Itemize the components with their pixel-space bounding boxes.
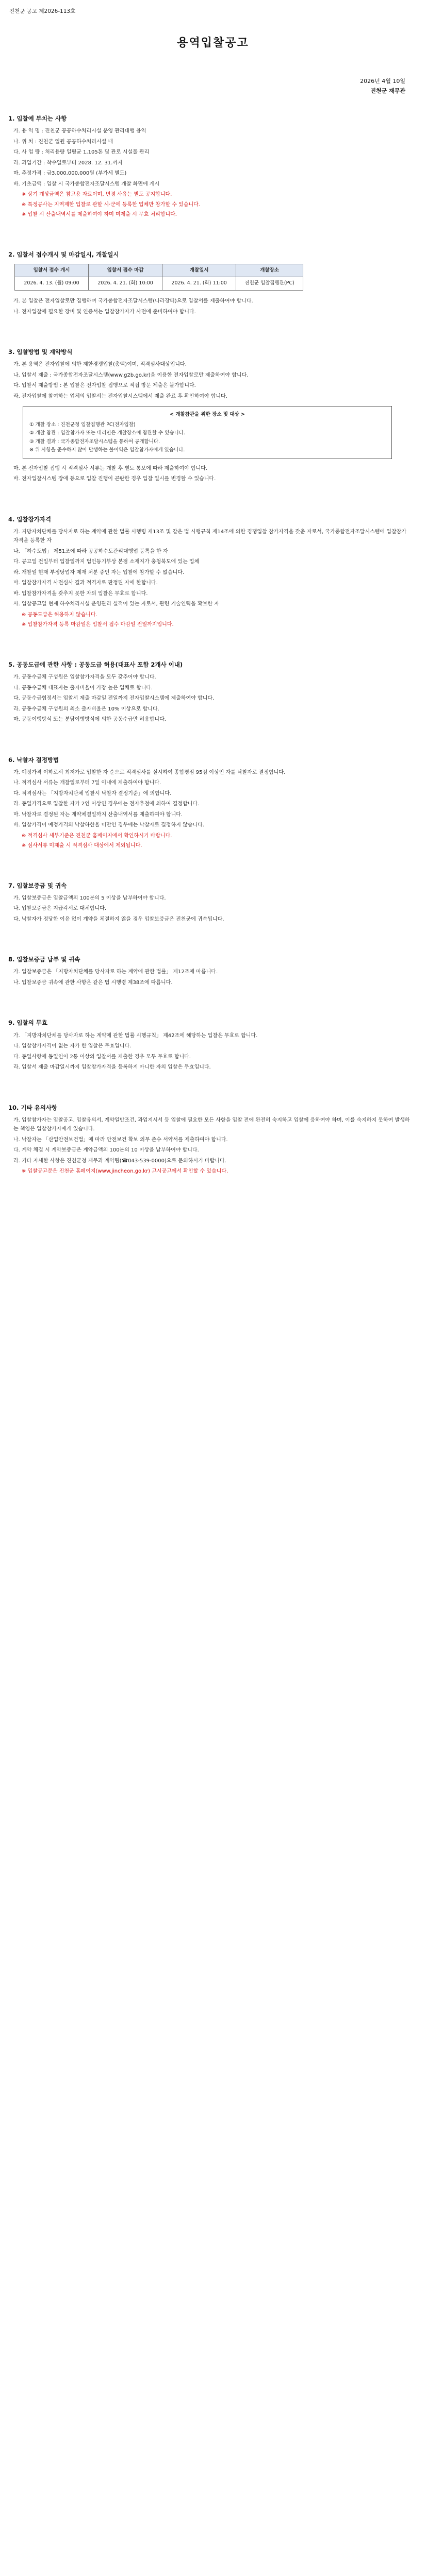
- section-item: 바. 전자입찰시스템 장애 등으로 입찰 진행이 곤란한 경우 입찰 일시를 변경할 수 있습니다.: [13, 476, 216, 482]
- section-item: 나. 공동수급체 대표자는 출자비율이 가장 높은 업체로 합니다.: [13, 685, 153, 691]
- section-item: 라. 입찰서 제출 마감일시까지 입찰참가자격을 등록하지 아니한 자의 입찰은 무효입니다.: [13, 1064, 211, 1071]
- section-title: 5. 공동도급에 관한 사항 : 공동도급 허용(대표사 포함 2개사 이내): [8, 660, 183, 668]
- table-header-cell: 개찰일시: [162, 264, 236, 277]
- table-cell: 진천군 입찰집행관(PC): [236, 277, 303, 291]
- section-item: 나. 전자입찰에 필요한 장비 및 인증서는 입찰참가자가 사전에 준비하여야 합니다.: [13, 309, 196, 315]
- section-item: 바. 입찰참가자격을 갖추지 못한 자의 입찰은 무효로 합니다.: [13, 590, 148, 597]
- section-spacer: [8, 1074, 411, 1091]
- section-item: 라. 전자입찰에 참여하는 업체의 입찰서는 전자입찰시스템에서 제출 완료 후 확인하여야 합니다.: [13, 393, 227, 399]
- section-item: 사. 입찰공고일 현재 하수처리시설 운영관리 실적이 있는 자로서, 관련 기술인력을 확보한 자: [13, 601, 219, 607]
- section-item: 마. 공동이행방식 또는 분담이행방식에 의한 공동수급만 허용합니다.: [13, 717, 166, 723]
- section-item: 나. 입찰서 제출 : 국가종합전자조달시스템(www.g2b.go.kr)을 이용한 전자입찰로만 제출하여야 합니다.: [13, 372, 249, 378]
- section-spacer: [8, 631, 411, 648]
- section-item: 다. 공고일 전일부터 입찰일까지 법인등기부상 본점 소재지가 충청북도에 있는 업체: [13, 559, 200, 565]
- table-row: [15, 277, 303, 291]
- section-item: 라. 과업기간 : 착수일로부터 2028. 12. 31.까지: [13, 160, 123, 166]
- section-item: 나. 입찰보증금은 지급각서로 대체합니다.: [13, 906, 107, 912]
- section-title: 8. 입찰보증금 납부 및 귀속: [8, 956, 80, 963]
- section-item: 다. 적격심사는 「지방자치단체 입찰시 낙찰자 결정기준」에 의합니다.: [13, 790, 172, 796]
- section-item: 가. 공동수급체 구성원은 입찰참가자격을 모두 갖추어야 합니다.: [13, 674, 156, 681]
- section-item: 가. 용 역 명 : 진천군 공공하수처리시설 운영 관리대행 용역: [13, 128, 146, 134]
- info-box-line: ② 개찰 참관 : 입찰참가자 또는 대리인은 개찰장소에 참관할 수 있습니다.: [29, 430, 185, 436]
- section-title: 2. 입찰서 접수개시 및 마감일시, 개찰일시: [8, 250, 119, 258]
- info-box-line: ① 개찰 장소 : 진천군청 입찰집행관 PC(전자입찰): [29, 422, 136, 428]
- table-cell: 2026. 4. 13. (월) 09:00: [15, 277, 89, 291]
- section-item: 나. 적격심사 서류는 개찰일로부터 7일 이내에 제출하여야 합니다.: [13, 780, 161, 786]
- section-spacer: [8, 318, 411, 335]
- section-item: 가. 지방자치단체를 당사자로 하는 계약에 관한 법률 시행령 제13조 및 같은 법 시행규칙 제14조에 의한 경쟁입찰 참가자격을 갖춘 자로서, 국가종합전자조달시스템에 입찰참가자격을 등록한 자: [13, 529, 406, 544]
- section-title: 1. 입찰에 부치는 사항: [8, 115, 67, 122]
- section-spacer: [8, 485, 411, 503]
- section-item: 라. 개찰일 현재 부정당업자 제재 처분 중인 자는 입찰에 참가할 수 없습니다.: [13, 569, 185, 575]
- issuing-org: 진천군 재무관: [370, 88, 405, 94]
- table-header-cell: 입찰서 접수 마감: [89, 264, 162, 277]
- table-header-cell: 개찰장소: [236, 264, 303, 277]
- schedule-table: [14, 264, 303, 291]
- section-spacer: [8, 989, 411, 1006]
- table-cell: 2026. 4. 21. (화) 10:00: [89, 277, 162, 291]
- page-title: 용역입찰공고: [177, 37, 249, 49]
- section-item: 바. 기초금액 : 입찰 시 국가종합전자조달시스템 개찰 화면에 게시: [13, 181, 160, 187]
- section-item: 나. 입찰참가자격이 없는 자가 한 입찰은 무효입니다.: [13, 1043, 132, 1049]
- section-item: 가. 본 입찰은 전자입찰로만 집행하며 국가종합전자조달시스템(나라장터)으로 입찰서를 제출하여야 합니다.: [13, 298, 253, 304]
- doc-number: 진천군 공고 제2026-113호: [9, 8, 76, 14]
- section-item: 다. 낙찰자가 정당한 이유 없이 계약을 체결하지 않을 경우 입찰보증금은 진천군에 귀속됩니다.: [13, 916, 224, 922]
- section-note: ※ 입찰 시 산출내역서를 제출하여야 하며 미제출 시 무효 처리합니다.: [22, 212, 177, 218]
- section-item: 다. 사 업 량 : 처리용량 일평균 1,105톤 및 관로 시설물 관리: [13, 149, 150, 156]
- section-note: ※ 적격심사 세부기준은 진천군 홈페이지에서 확인하시기 바랍니다.: [22, 833, 172, 839]
- section-item: 나. 낙찰자는 「산업안전보건법」에 따라 안전보건 확보 의무 준수 서약서를 제출하여야 합니다.: [13, 1137, 228, 1143]
- section-note: ※ 입찰참가자격 등록 마감일은 입찰서 접수 마감일 전일까지입니다.: [22, 622, 174, 628]
- section-spacer: [8, 221, 411, 238]
- section-item: 나. 입찰보증금 귀속에 관한 사항은 같은 법 시행령 제38조에 따릅니다.: [13, 979, 173, 986]
- section-title: 10. 기타 유의사항: [8, 1104, 58, 1111]
- section-item: 라. 동일가격으로 입찰한 자가 2인 이상인 경우에는 전자추첨에 의하여 결정합니다.: [13, 801, 200, 807]
- info-box: [23, 406, 392, 459]
- section-title: 7. 입찰보증금 및 귀속: [8, 882, 67, 889]
- section-spacer: [8, 726, 411, 743]
- section-item: 마. 본 전자입찰 집행 시 적격심사 서류는 개찰 후 별도 통보에 따라 제출하여야 합니다.: [13, 465, 208, 471]
- issue-block: [360, 76, 405, 96]
- table-cell: 2026. 4. 21. (화) 11:00: [162, 277, 236, 291]
- section-item: 다. 공동수급협정서는 입찰서 제출 마감일 전일까지 전자입찰시스템에 제출하여야 합니다.: [13, 696, 215, 702]
- section-spacer: [8, 1177, 411, 1195]
- info-box-line: ※ 위 사항을 준수하지 않아 발생하는 불이익은 입찰참가자에게 있습니다.: [29, 447, 185, 453]
- section-item: 다. 입찰서 제출방법 : 본 입찰은 전자입찰 집행으로 직접 방문 제출은 불가합니다.: [13, 383, 196, 389]
- section-spacer: [8, 852, 411, 869]
- section-note: ※ 입찰공고문은 진천군 홈페이지(www.jincheon.go.kr) 고시공고에서 확인할 수 있습니다.: [22, 1168, 228, 1175]
- section-item: 다. 동일사항에 동일인이 2통 이상의 입찰서를 제출한 경우 모두 무효로 합니다.: [13, 1054, 191, 1060]
- section-note: ※ 특정공사는 지역제한 입찰로 관할 시·군에 등록한 업체만 참가할 수 있습니다.: [22, 201, 200, 208]
- section-title: 3. 입찰방법 및 계약방식: [8, 348, 73, 355]
- section-note: ※ 공동도급은 허용하지 않습니다.: [22, 612, 97, 618]
- section-item: 마. 입찰참가자격 사전심사 결과 적격자로 판정된 자에 한합니다.: [13, 580, 158, 586]
- section-item: 나. 위 치 : 진천군 일원 공공하수처리시설 내: [13, 139, 113, 145]
- section-item: 라. 공동수급체 구성원의 최소 출자비율은 10% 이상으로 합니다.: [13, 706, 159, 712]
- section-item: 가. 예정가격 이하로서 최저가로 입찰한 자 순으로 적격심사를 실시하여 종합평점 95점 이상인 자를 낙찰자로 결정합니다.: [13, 769, 286, 775]
- section-title: 4. 입찰참가자격: [8, 515, 52, 523]
- section-item: 마. 추정가격 : 금3,000,000,000원 (부가세 별도): [13, 171, 127, 177]
- section-note: ※ 상기 계상금액은 참고용 자료이며, 변경 사유는 별도 공지합니다.: [22, 192, 172, 198]
- section-title: 6. 낙찰자 결정방법: [8, 756, 59, 764]
- section-title: 9. 입찰의 무효: [8, 1019, 47, 1027]
- section-item: 가. 입찰보증금은 입찰금액의 100분의 5 이상을 납부하여야 합니다.: [13, 895, 166, 901]
- section-item: 나. 「하수도법」 제51조에 따라 공공하수도관리대행업 등록을 한 자: [13, 548, 168, 554]
- section-item: 가. 입찰보증금은 「지방자치단체를 당사자로 하는 계약에 관한 법률」 제12조에 따릅니다.: [13, 969, 218, 975]
- issue-date: 2026년 4월 10일: [360, 78, 405, 84]
- info-box-title: < 개찰참관을 위한 장소 및 대상 >: [170, 412, 245, 418]
- section-item: 가. 본 용역은 전자입찰에 의한 제한경쟁입찰(총액)이며, 적격심사대상입니다.: [13, 362, 187, 368]
- section-item: 마. 낙찰자로 결정된 자는 계약체결일까지 산출내역서를 제출하여야 합니다.: [13, 811, 183, 818]
- section-item: 가. 입찰참가자는 입찰공고, 입찰유의서, 계약일반조건, 과업지시서 등 입찰에 필요한 모든 사항을 입찰 전에 완전히 숙지하고 입찰에 응하여야 하며, 이를 숙지하지 못하여 발생하는 책임은 입찰참가자에게 있습니다.: [13, 1117, 410, 1132]
- section-note: ※ 심사서류 미제출 시 적격심사 대상에서 제외됩니다.: [22, 843, 142, 849]
- notice-body: [8, 113, 411, 1195]
- section-spacer: [8, 925, 411, 943]
- section-item: 라. 기타 자세한 사항은 진천군청 재무과 계약팀(☎043-539-0000)으로 문의하시기 바랍니다.: [13, 1158, 226, 1164]
- section-item: 다. 계약 체결 시 계약보증금은 계약금액의 100분의 10 이상을 납부하여야 합니다.: [13, 1147, 199, 1154]
- table-header-cell: 입찰서 접수 개시: [15, 264, 89, 277]
- section-item: 바. 입찰가격이 예정가격의 낙찰하한율 미만인 경우에는 낙찰자로 결정하지 않습니다.: [13, 822, 204, 828]
- info-box-line: ③ 개찰 결과 : 국가종합전자조달시스템을 통하여 공개합니다.: [29, 438, 160, 445]
- section-item: 가. 「지방자치단체를 당사자로 하는 계약에 관한 법률 시행규칙」 제42조에 해당하는 입찰은 무효로 합니다.: [13, 1032, 258, 1039]
